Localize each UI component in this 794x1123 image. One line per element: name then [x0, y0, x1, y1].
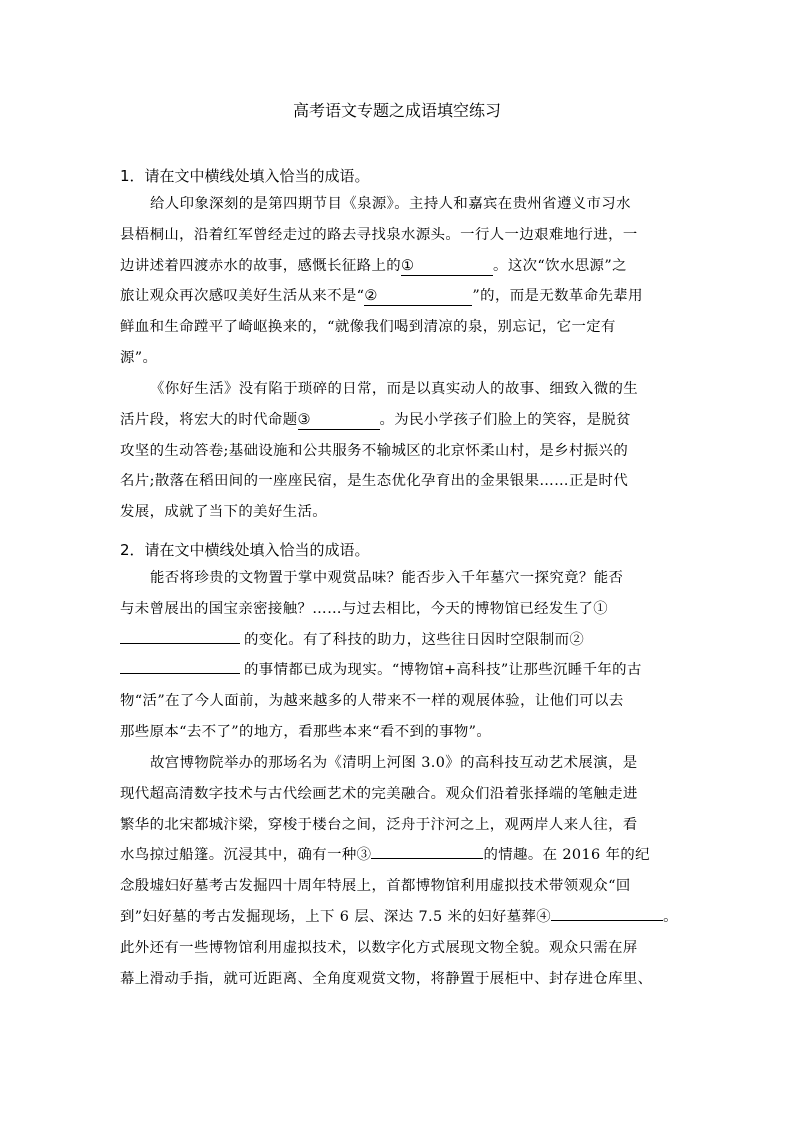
text-line: 《你好生活》没有陷于琐碎的日常，而是以真实动人的故事、细致入微的生 [150, 381, 639, 397]
answer-blank-2[interactable] [120, 673, 240, 674]
answer-blank-3[interactable]: ③ [298, 411, 380, 430]
text-line [120, 251, 676, 282]
text-line: 给人印象深刻的是第四期节目《泉源》。主持人和嘉宾在贵州省遵义市习水 [150, 196, 631, 212]
answer-blank-3[interactable] [371, 858, 483, 859]
text-run: 。这次“饮水思源”之 [493, 257, 627, 274]
answer-blank-4[interactable] [551, 920, 663, 921]
text-line: 与未曾展出的国宝亲密接触？……与过去相比，今天的博物馆已经发生了① [120, 600, 609, 617]
text-run: 活片段，将宏大的时代命题 [120, 411, 298, 428]
question-1-heading: 1．请在文中横线处填入恰当的成语。 [120, 167, 370, 185]
text-run: 的变化。有了科技的助力，这些往日因时空限制而② [244, 631, 585, 648]
text-run: ”的，而是无数革命先辈用 [472, 288, 643, 305]
text-line: 现代超高清数字技术与古代绘画艺术的完美融合。观众们沿着张择端的笔触走进 [120, 785, 638, 802]
text-run: 旅让观众再次感叹美好生活从来不是“ [120, 288, 365, 305]
document-title: 高考语文专题之成语填空练习 [292, 101, 501, 120]
answer-blank-1[interactable]: ① [401, 257, 493, 276]
answer-blank-1[interactable] [120, 643, 240, 644]
text-line: 物“活”在了今人面前，为越来越多的人带来不一样的观展体验，让他们可以去 [120, 693, 624, 710]
text-line: 鲜血和生命蹚平了崎岖换来的，“就像我们喝到清凉的泉，别忘记，它一定有 [120, 319, 616, 336]
text-run: 水鸟掠过船篷。沉浸其中，确有一种③ [120, 847, 372, 864]
text-line: 县梧桐山，沿着红军曾经走过的路去寻找泉水源头。一行人一边艰难地行进，一 [120, 226, 638, 243]
question-2-paragraph-1 [120, 563, 676, 748]
text-line: 源”。 [120, 349, 158, 366]
text-run: 边讲述着四渡赤水的故事，感慨长征路上的 [120, 257, 402, 274]
text-run: 。 [663, 908, 678, 925]
text-line: 此外还有一些博物馆利用虚拟技术，以数字化方式展现文物全貌。观众只需在屏 [120, 939, 638, 956]
text-run: 到”妇好墓的考古发掘现场，上下 6 层、深达 7.5 米的妇好墓葬④ [120, 908, 552, 925]
text-line: 繁华的北宋都城汴梁，穿梭于楼台之间，泛舟于汴河之上，观两岸人来人往，看 [120, 816, 638, 833]
text-run: 的事情都已成为现实。“博物馆+高科技”让那些沉睡千年的古 [244, 662, 642, 679]
text-line: 名片;散落在稻田间的一座座民宿，是生态优化孕育出的金果银果……正是时代 [120, 473, 629, 490]
answer-blank-2[interactable]: ② [364, 287, 472, 306]
text-line: 发展，成就了当下的美好生活。 [120, 504, 328, 521]
question-2-paragraph-2 [120, 748, 676, 994]
question-1-paragraph-1 [120, 189, 676, 374]
text-line: 故宫博物院举办的那场名为《清明上河图 3.0》的高科技互动艺术展演，是 [150, 755, 638, 771]
question-1-paragraph-2 [120, 374, 676, 528]
text-line [120, 625, 676, 656]
text-run: 的情趣。在 2016 年的纪 [483, 847, 650, 864]
text-line: 念殷墟妇好墓考古发掘四十周年特展上，首都博物馆利用虚拟技术带领观众“回 [120, 878, 631, 895]
question-2-heading: 2．请在文中横线处填入恰当的成语。 [120, 541, 370, 559]
text-line [120, 902, 676, 933]
text-line: 那些原本“去不了”的地方，看那些本来“看不到的事物”。 [120, 723, 492, 740]
text-line [120, 405, 676, 436]
text-line: 能否将珍贵的文物置于掌中观赏品味？能否步入千年墓穴一探究竟？能否 [150, 570, 624, 586]
text-line [120, 655, 676, 686]
text-run: 。为民小学孩子们脸上的笑容，是脱贫 [379, 411, 631, 428]
text-line: 攻坚的生动答卷;基础设施和公共服务不输城区的北京怀柔山村，是乡村振兴的 [120, 442, 629, 459]
text-line [120, 840, 676, 871]
text-line [120, 281, 676, 312]
text-line: 幕上滑动手指，就可近距离、全角度观赏文物，将静置于展柜中、封存进仓库里、 [120, 970, 653, 987]
